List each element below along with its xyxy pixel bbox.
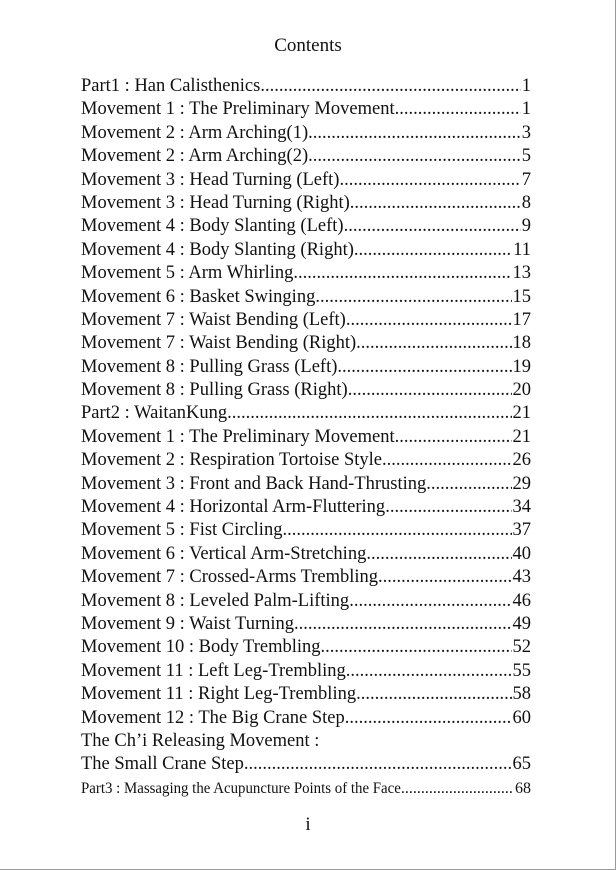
toc-entry-page: 3 — [521, 122, 531, 143]
toc-entry — [81, 566, 531, 589]
dot-leader — [339, 169, 520, 192]
toc-entry — [81, 332, 531, 355]
toc-entry — [81, 379, 531, 402]
dot-leader — [308, 145, 521, 168]
dot-leader — [315, 286, 511, 309]
toc-entry — [81, 262, 531, 285]
toc-entry-label: Movement 3 : Head Turning (Left) — [81, 169, 340, 190]
dot-leader — [350, 192, 521, 215]
page-number: i — [305, 814, 311, 835]
toc-entry — [81, 707, 531, 730]
toc-entry-page: 60 — [512, 707, 531, 728]
dot-leader — [294, 613, 512, 636]
toc-entry-page: 18 — [512, 333, 531, 354]
toc-entry-label: Movement 5 : Arm Whirling — [81, 263, 294, 284]
toc-entry-label: Movement 10 : Body Trembling — [81, 637, 321, 658]
dot-leader — [348, 379, 512, 402]
toc-entry-page: 15 — [512, 286, 531, 307]
toc-entry — [81, 192, 531, 215]
toc-entry-page: 26 — [512, 450, 531, 471]
toc-entry-label: Movement 1 : The Preliminary Movement — [81, 426, 395, 447]
toc-entry — [81, 356, 531, 379]
dot-leader — [401, 777, 514, 800]
toc-entry-page: 1 — [521, 99, 531, 120]
toc-entry — [81, 122, 531, 145]
dot-leader — [354, 239, 512, 262]
contents-title: Contents — [274, 35, 342, 56]
toc-entry-label: Movement 4 : Body Slanting (Right) — [81, 239, 354, 260]
toc-entry — [81, 402, 531, 425]
toc-entry — [81, 473, 531, 496]
toc-entry-label: Movement 4 : Body Slanting (Left) — [81, 216, 344, 237]
toc-entry-label: Movement 6 : Basket Swinging — [81, 286, 316, 307]
table-of-contents — [81, 75, 531, 800]
toc-entry — [81, 730, 531, 753]
toc-entry — [81, 449, 531, 472]
dot-leader — [244, 753, 512, 776]
toc-entry-page: 58 — [512, 684, 531, 705]
toc-entry-page: 20 — [512, 380, 531, 401]
toc-entry-label: Movement 1 : The Preliminary Movement — [81, 99, 395, 120]
dot-leader — [395, 426, 512, 449]
toc-entry-label: Movement 8 : Pulling Grass (Left) — [81, 356, 338, 377]
dot-leader — [426, 473, 511, 496]
dot-leader — [293, 262, 511, 285]
toc-entry-page: 52 — [512, 637, 531, 658]
dot-leader — [395, 98, 521, 121]
toc-entry-page: 55 — [512, 660, 531, 681]
toc-entry-label: Movement 9 : Waist Turning — [81, 613, 294, 634]
dot-leader — [345, 707, 512, 730]
toc-entry-page: 21 — [512, 426, 531, 447]
toc-entry-label: Movement 8 : Leveled Palm-Lifting — [81, 590, 350, 611]
toc-entry-page: 68 — [515, 779, 531, 797]
toc-entry-page: 46 — [512, 590, 531, 611]
dot-leader — [321, 636, 512, 659]
toc-entry-page: 17 — [512, 309, 531, 330]
dot-leader — [346, 309, 512, 332]
toc-entry-label: Movement 11 : Right Leg-Trembling — [81, 684, 357, 705]
toc-entry-page: 5 — [521, 146, 531, 167]
toc-entry-page: 7 — [521, 169, 531, 190]
dot-leader — [260, 75, 520, 98]
dot-leader — [385, 496, 511, 519]
toc-entry-page: 43 — [512, 567, 531, 588]
toc-entry-label: Movement 5 : Fist Circling — [81, 520, 283, 541]
toc-entry-label: Part2 : WaitanKung — [81, 403, 228, 424]
toc-entry-label: Movement 2 : Arm Arching(1) — [81, 122, 309, 143]
toc-entry-page: 34 — [512, 497, 531, 518]
toc-entry — [81, 98, 531, 121]
toc-entry-page: 21 — [512, 403, 531, 424]
dot-leader — [356, 683, 511, 706]
toc-entry-page: 19 — [512, 356, 531, 377]
toc-entry-label: Movement 3 : Head Turning (Right) — [81, 192, 350, 213]
toc-entry-page: 13 — [512, 263, 531, 284]
toc-entry-label: Part3 : Massaging the Acupuncture Points of the Face — [81, 779, 401, 797]
toc-entry — [81, 777, 531, 800]
toc-entry-label: Movement 7 : Crossed-Arms Trembling — [81, 567, 379, 588]
dot-leader — [282, 519, 511, 542]
toc-entry — [81, 496, 531, 519]
toc-entry — [81, 660, 531, 683]
toc-entry-label: Movement 11 : Left Leg-Trembling — [81, 660, 346, 681]
toc-entry — [81, 215, 531, 238]
toc-entry-label: Movement 2 : Arm Arching(2) — [81, 146, 309, 167]
toc-entry-page: 8 — [521, 192, 531, 213]
toc-entry-label: Movement 8 : Pulling Grass (Right) — [81, 380, 348, 401]
dot-leader — [308, 122, 521, 145]
toc-entry — [81, 519, 531, 542]
toc-entry — [81, 145, 531, 168]
toc-entry — [81, 683, 531, 706]
toc-entry — [81, 309, 531, 332]
dot-leader — [344, 215, 521, 238]
toc-entry-label: Movement 3 : Front and Back Hand-Thrusting — [81, 473, 427, 494]
dot-leader — [366, 543, 511, 566]
dot-leader — [356, 332, 511, 355]
toc-entry-page: 40 — [512, 543, 531, 564]
toc-entry-label: The Ch’i Releasing Movement : — [81, 730, 320, 751]
dot-leader — [378, 566, 511, 589]
toc-entry-label: The Small Crane Step — [81, 754, 244, 775]
toc-entry-page: 1 — [521, 76, 531, 96]
toc-entry-page: 9 — [521, 216, 531, 237]
toc-entry-label: Movement 7 : Waist Bending (Right) — [81, 333, 357, 354]
dot-leader — [349, 590, 511, 613]
toc-entry — [81, 753, 531, 776]
toc-entry-label: Movement 6 : Vertical Arm-Stretching — [81, 543, 367, 564]
toc-entry — [81, 75, 531, 98]
toc-entry — [81, 169, 531, 192]
toc-entry — [81, 426, 531, 449]
toc-entry — [81, 636, 531, 659]
toc-entry — [81, 613, 531, 636]
toc-entry-page: 49 — [512, 613, 531, 634]
dot-leader — [382, 449, 511, 472]
dot-leader — [227, 402, 511, 425]
toc-entry-page: 11 — [513, 239, 531, 260]
dot-leader — [346, 660, 512, 683]
toc-entry — [81, 286, 531, 309]
toc-entry-label: Movement 4 : Horizontal Arm-Fluttering — [81, 497, 386, 518]
toc-entry-label: Movement 12 : The Big Crane Step — [81, 707, 345, 728]
toc-entry — [81, 239, 531, 262]
toc-entry-page: 65 — [512, 754, 531, 775]
toc-entry — [81, 590, 531, 613]
toc-entry-page: 37 — [512, 520, 531, 541]
toc-entry-page: 29 — [512, 473, 531, 494]
toc-entry-label: Movement 7 : Waist Bending (Left) — [81, 309, 346, 330]
toc-entry-label: Movement 2 : Respiration Tortoise Style — [81, 450, 383, 471]
toc-entry — [81, 543, 531, 566]
toc-entry-label: Part1 : Han Calisthenics — [81, 76, 261, 96]
dot-leader — [337, 356, 511, 379]
